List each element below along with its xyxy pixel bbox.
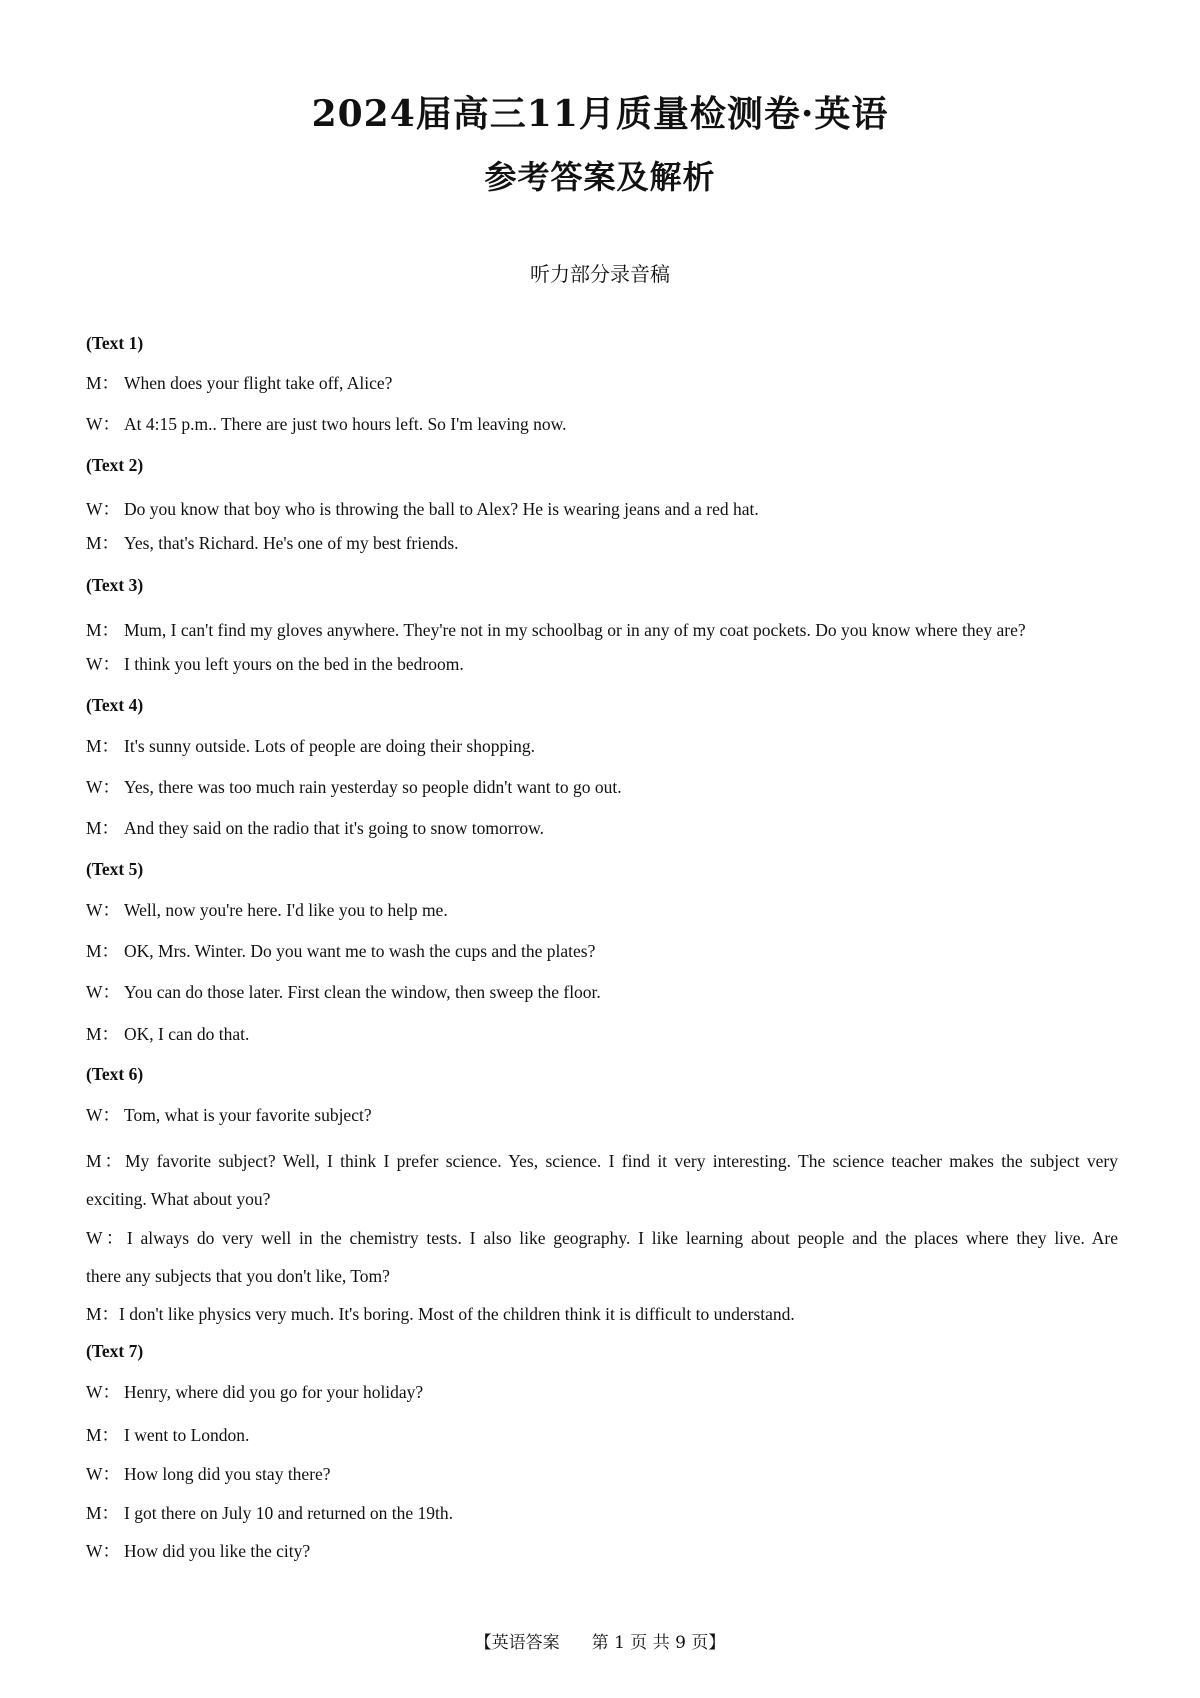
line-text: Do you know that boy who is throwing the ball to Alex? He is wearing jeans and a red hat. [124, 499, 759, 519]
text-3-heading: (Text 3) [86, 575, 144, 595]
line-text: Henry, where did you go for your holiday? [124, 1382, 424, 1402]
document-subtitle: 参考答案及解析 [484, 158, 716, 196]
speaker-label: M： [86, 818, 120, 838]
line-text: OK, I can do that. [124, 1024, 250, 1044]
dialogue-line [86, 1373, 1118, 1411]
line-text: How did you like the city? [124, 1541, 311, 1561]
speaker-label: M： [86, 620, 120, 640]
dialogue-line [86, 524, 1118, 562]
dialogue-line-wrapped: W：I always do very well in the chemistry tests. I also like geography. I like learning about people and the places where they live. Are [86, 1228, 1118, 1248]
speaker-label: M： [86, 533, 120, 553]
dialogue-line [86, 768, 1118, 806]
speaker-label: W： [86, 1382, 121, 1402]
dialogue-line-continuation: there any subjects that you don't like, Tom? [86, 1266, 390, 1286]
dialogue-line [86, 645, 1118, 683]
dialogue-line [86, 611, 1118, 649]
line-text: Mum, I can't find my gloves anywhere. They're not in my schoolbag or in any of my coat pockets. Do you know where they are? [124, 620, 1026, 640]
line-text: OK, Mrs. Winter. Do you want me to wash the cups and the plates? [124, 941, 596, 961]
section-heading: 听力部分录音稿 [530, 262, 670, 286]
dialogue-line [86, 405, 1118, 443]
dialogue-line-wrapped: M：My favorite subject? Well, I think I prefer science. Yes, science. I find it very interesting. The science teacher makes the subject very [86, 1151, 1118, 1171]
text-5-heading: (Text 5) [86, 859, 144, 879]
speaker-label: W： [86, 414, 121, 434]
line-text: Yes, there was too much rain yesterday so people didn't want to go out. [124, 777, 622, 797]
dialogue-line [86, 1015, 1118, 1053]
line-text: How long did you stay there? [124, 1464, 331, 1484]
line-text: Tom, what is your favorite subject? [124, 1105, 372, 1125]
text-7-heading: (Text 7) [86, 1341, 144, 1361]
text-4-heading: (Text 4) [86, 695, 144, 715]
text-2-heading: (Text 2) [86, 455, 144, 475]
speaker-label: W： [86, 1105, 121, 1125]
dialogue-line [86, 1532, 1118, 1570]
speaker-label: W： [86, 499, 121, 519]
dialogue-line [86, 809, 1118, 847]
speaker-label: W： [86, 777, 121, 797]
speaker-label: W： [86, 1464, 121, 1484]
dialogue-line [86, 1455, 1118, 1493]
line-text: You can do those later. First clean the window, then sweep the floor. [124, 982, 601, 1002]
line-text: Well, now you're here. I'd like you to help me. [124, 900, 448, 920]
line-text: I think you left yours on the bed in the bedroom. [124, 654, 464, 674]
speaker-label: W： [86, 1541, 121, 1561]
text-6-heading: (Text 6) [86, 1064, 144, 1084]
document-title: 2024届高三11月质量检测卷·英语 [311, 93, 889, 135]
dialogue-line: M：I don't like physics very much. It's boring. Most of the children think it is difficult to understand. [86, 1304, 795, 1324]
speaker-label: M： [86, 1425, 120, 1445]
footer-page-info: 第 1 页 共 9 页】 [591, 1633, 726, 1653]
dialogue-line [86, 1494, 1118, 1532]
line-text: At 4:15 p.m.. There are just two hours left. So I'm leaving now. [124, 414, 567, 434]
speaker-label: W： [86, 654, 121, 674]
line-text: It's sunny outside. Lots of people are doing their shopping. [124, 736, 535, 756]
dialogue-line [86, 891, 1118, 929]
dialogue-line [86, 973, 1118, 1011]
dialogue-line [86, 490, 1118, 528]
speaker-label: M： [86, 373, 120, 393]
text-1-heading: (Text 1) [86, 333, 144, 353]
line-text: Yes, that's Richard. He's one of my best friends. [124, 533, 459, 553]
dialogue-line-continuation: exciting. What about you? [86, 1189, 271, 1209]
footer-label: 【英语答案 [474, 1633, 560, 1653]
line-text: When does your flight take off, Alice? [124, 373, 393, 393]
line-text: I went to London. [124, 1425, 250, 1445]
speaker-label: M： [86, 1503, 120, 1523]
line-text: I got there on July 10 and returned on the 19th. [124, 1503, 454, 1523]
speaker-label: M： [86, 941, 120, 961]
dialogue-line [86, 364, 1118, 402]
dialogue-line [86, 1096, 1118, 1134]
line-text: And they said on the radio that it's going to snow tomorrow. [124, 818, 545, 838]
page-footer [0, 1628, 1200, 1653]
speaker-label: W： [86, 900, 121, 920]
speaker-label: M： [86, 736, 120, 756]
dialogue-line [86, 1416, 1118, 1454]
dialogue-line [86, 727, 1118, 765]
dialogue-line [86, 932, 1118, 970]
speaker-label: M： [86, 1024, 120, 1044]
speaker-label: W： [86, 982, 121, 1002]
